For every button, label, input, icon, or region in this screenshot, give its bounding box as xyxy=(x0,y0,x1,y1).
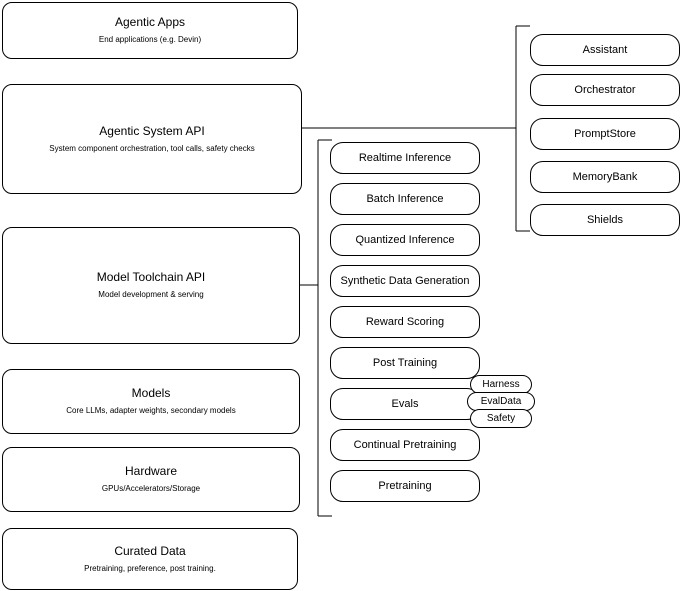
component-label: Quantized Inference xyxy=(355,234,455,246)
stack-layer-subtitle: End applications (e.g. Devin) xyxy=(98,35,202,44)
stack-layer-title: Hardware xyxy=(124,464,178,478)
stack-layer-subtitle: Pretraining, preference, post training. xyxy=(84,563,216,573)
stack-layer-title: Agentic System API xyxy=(99,123,205,138)
toolchain-component-quantized-inference[interactable] xyxy=(330,224,480,256)
stack-layer-title: Models xyxy=(131,386,171,400)
stack-layer-models[interactable] xyxy=(2,369,300,434)
component-label: Orchestrator xyxy=(574,84,636,96)
stack-layer-model-toolchain-api[interactable] xyxy=(2,227,300,344)
toolchain-component-continual-pretraining[interactable] xyxy=(330,429,480,461)
toolchain-component-synthetic-data-generation[interactable] xyxy=(330,265,480,297)
stack-layer-title: Agentic Apps xyxy=(114,15,186,29)
stack-layer-title: Curated Data xyxy=(114,543,186,558)
component-label: Harness xyxy=(482,378,520,390)
agentic-component-orchestrator[interactable] xyxy=(530,74,680,106)
agentic-component-promptstore[interactable] xyxy=(530,118,680,150)
stack-layer-subtitle: System component orchestration, tool calls, safety checks xyxy=(49,143,255,153)
toolchain-component-realtime-inference[interactable] xyxy=(330,142,480,174)
stack-layer-curated-data[interactable] xyxy=(2,528,298,590)
component-label: Synthetic Data Generation xyxy=(340,275,470,287)
component-label: PromptStore xyxy=(574,128,636,140)
toolchain-component-pretraining[interactable] xyxy=(330,470,480,502)
toolchain-component-evals[interactable] xyxy=(330,388,480,420)
component-label: Post Training xyxy=(372,357,438,369)
component-label: Pretraining xyxy=(378,480,432,492)
stack-layer-subtitle: Core LLMs, adapter weights, secondary models xyxy=(66,406,236,415)
component-label: EvalData xyxy=(480,395,522,407)
stack-layer-agentic-apps[interactable] xyxy=(2,2,298,59)
toolchain-component-post-training[interactable] xyxy=(330,347,480,379)
stack-layer-hardware[interactable] xyxy=(2,447,300,512)
stack-layer-agentic-system-api[interactable] xyxy=(2,84,302,194)
stack-layer-title: Model Toolchain API xyxy=(96,270,206,284)
component-label: Reward Scoring xyxy=(365,316,445,328)
agentic-component-memorybank[interactable] xyxy=(530,161,680,193)
stack-layer-subtitle: GPUs/Accelerators/Storage xyxy=(101,484,201,493)
toolchain-component-reward-scoring[interactable] xyxy=(330,306,480,338)
stack-layer-subtitle: Model development & serving xyxy=(98,290,204,299)
component-label: Shields xyxy=(586,214,624,226)
eval-component-safety[interactable] xyxy=(470,409,532,428)
component-label: Batch Inference xyxy=(366,193,444,205)
component-label: Assistant xyxy=(582,44,628,56)
agentic-component-shields[interactable] xyxy=(530,204,680,236)
component-label: Evals xyxy=(391,398,419,410)
agentic-component-assistant[interactable] xyxy=(530,34,680,66)
component-label: Safety xyxy=(486,412,516,424)
component-label: MemoryBank xyxy=(572,171,638,183)
component-label: Continual Pretraining xyxy=(353,439,457,451)
toolchain-component-batch-inference[interactable] xyxy=(330,183,480,215)
component-label: Realtime Inference xyxy=(358,152,452,164)
